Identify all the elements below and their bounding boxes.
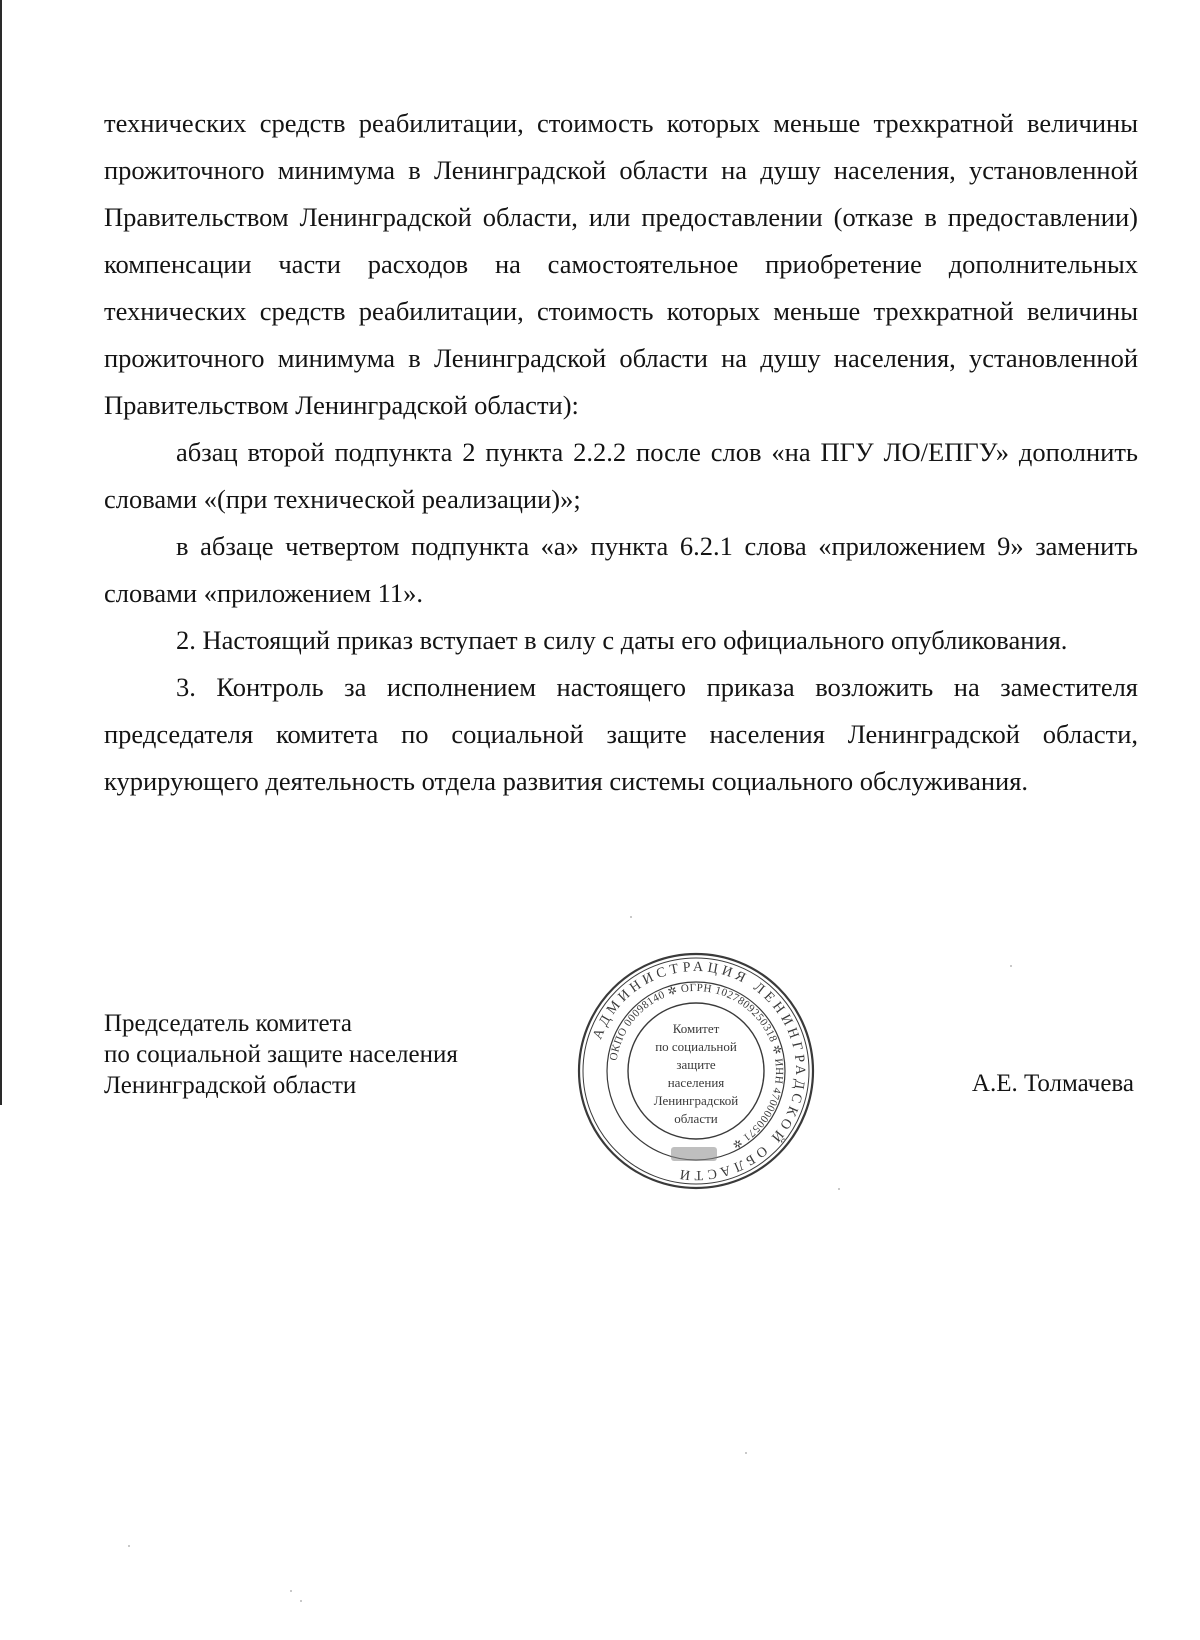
paragraph-continuation: технических средств реабилитации, стоимость которых меньше трехкратной величины прожиточного минимума в Ленинградской области на душу населения, установленной Правительством Ленинградской области, или предоставлении (отказе в предоставлении) компенсации части расходов на самостоятельное приобретение дополнительных технических средств реабилитации, стоимость которых меньше трехкратной величины прожиточного минимума в Ленинградской области на душу населения, установленной Правительством Ленинградской области): [104, 108, 1138, 420]
document-body [104, 100, 1138, 805]
signatory-title-line: Ленинградской области [104, 1072, 357, 1099]
scan-speck [1010, 965, 1012, 967]
seal-center-line: области [674, 1111, 718, 1126]
signatory-title-line: Председатель комитета [104, 1010, 352, 1037]
scan-speck [300, 1600, 302, 1602]
signatory-title-line: по социальной защите населения [104, 1041, 458, 1068]
scan-speck [128, 1545, 130, 1547]
seal-center-line: по социальной [655, 1039, 737, 1054]
seal-smudge [671, 1147, 717, 1161]
seal-inner-ring-text: ОКПО 00098140 ✲ ОГРН 1027809250318 ✲ ИНН 4700000571 ✲ [607, 981, 786, 1151]
scan-speck [630, 916, 632, 918]
seal-center-line: населения [667, 1075, 725, 1090]
official-seal-stamp [576, 951, 816, 1191]
paragraph-amendment-6-2-1: в абзаце четвертом подпункта «а» пункта 6.2.1 слова «приложением 9» заменить словами «приложением 11». [104, 531, 1138, 608]
seal-center-line: Ленинградской [653, 1093, 739, 1108]
paragraph-item-2: 2. Настоящий приказ вступает в силу с даты его официального опубликования. [176, 625, 1068, 655]
scan-speck [745, 1452, 747, 1454]
seal-center-line: Комитет [672, 1021, 720, 1036]
signatory-title [104, 1008, 458, 1101]
seal-outer-ring-text: АДМИНИСТРАЦИЯ ЛЕНИНГРАДСКОЙ ОБЛАСТИ [590, 959, 808, 1183]
scan-speck [290, 1590, 292, 1592]
paragraph-item-3: 3. Контроль за исполнением настоящего приказа возложить на заместителя председателя комитета по социальной защите населения Ленинградской области, курирующего деятельность отдела развития системы социального обслуживания. [104, 672, 1138, 796]
scan-speck [838, 1188, 840, 1190]
scan-left-edge [0, 0, 2, 1105]
seal-center-line: защите [676, 1057, 716, 1072]
signatory-name: А.Е. Толмачева [971, 1070, 1134, 1097]
paragraph-amendment-2-2-2: абзац второй подпункта 2 пункта 2.2.2 после слов «на ПГУ ЛО/ЕПГУ» дополнить словами «(при технической реализации)»; [104, 437, 1138, 514]
